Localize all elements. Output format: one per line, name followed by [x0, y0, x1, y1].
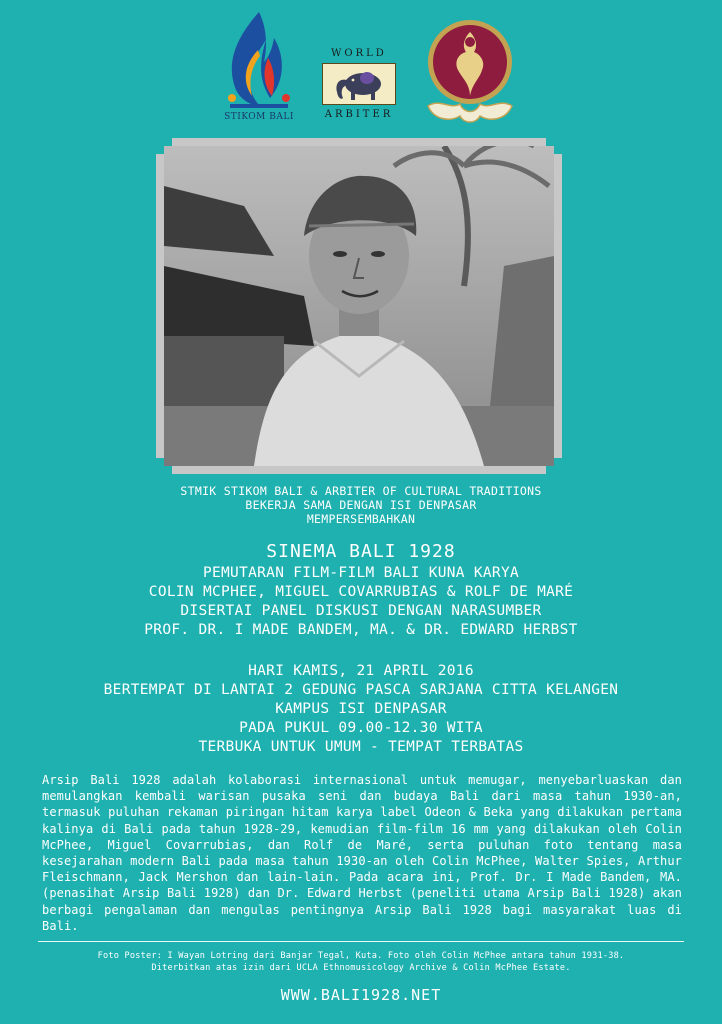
program-line: PROF. DR. I MADE BANDEM, MA. & DR. EDWARD HERBST [144, 622, 578, 638]
world-arbiter-logo [318, 48, 400, 128]
presenters-line: BEKERJA SAMA DENGAN ISI DENPASAR [245, 498, 477, 512]
stikom-bali-flame-logo-icon [214, 10, 304, 110]
schedule-line: HARI KAMIS, 21 APRIL 2016 [248, 663, 474, 679]
logo-bar [0, 8, 722, 133]
photo-credit-line: Diterbitkan atas izin dari UCLA Ethnomusicology Archive & Colin McPhee Estate. [151, 963, 571, 973]
schedule-line: KAMPUS ISI DENPASAR [275, 701, 447, 717]
program-line: DISERTAI PANEL DISKUSI DENGAN NARASUMBER [180, 603, 542, 619]
presenters-line: MEMPERSEMBAHKAN [306, 512, 416, 526]
portrait-photo-icon [164, 146, 554, 466]
website-link[interactable]: WWW.BALI1928.NET [280, 986, 442, 1004]
stikom-bali-logo [214, 10, 304, 128]
world-arbiter-top-text: WORLD [331, 48, 387, 59]
world-arbiter-elephant-logo-icon [322, 63, 396, 105]
stikom-logo-text: STIKOM BALI [224, 112, 294, 122]
isi-denpasar-logo [420, 14, 520, 130]
program-line: COLIN MCPHEE, MIGUEL COVARRUBIAS & ROLF DE MARÉ [148, 584, 574, 600]
world-arbiter-bottom-text: ARBITER [324, 109, 394, 120]
photo-credit-block [0, 950, 722, 974]
event-title: SINEMA BALI 1928 [266, 541, 456, 562]
schedule-line: TERBUKA UNTUK UMUM - TEMPAT TERBATAS [198, 739, 524, 755]
schedule-line: PADA PUKUL 09.00-12.30 WITA [239, 720, 483, 736]
program-block [0, 564, 722, 640]
presenters-line: STMIK STIKOM BALI & ARBITER OF CULTURAL TRADITIONS [180, 484, 542, 498]
schedule-line: BERTEMPAT DI LANTAI 2 GEDUNG PASCA SARJANA CITTA KELANGEN [103, 682, 619, 698]
photo-credit-line: Foto Poster: I Wayan Lotring dari Banjar Tegal, Kuta. Foto oleh Colin McPhee antara tahun 1931-38. [97, 951, 625, 961]
program-line: PEMUTARAN FILM-FILM BALI KUNA KARYA [202, 565, 520, 581]
presenters-block [0, 484, 722, 526]
schedule-block [0, 662, 722, 757]
divider [38, 941, 684, 942]
photo-frame [156, 138, 562, 474]
description-paragraph: Arsip Bali 1928 adalah kolaborasi internasional untuk memugar, menyebarluaskan dan memulangkan kembali warisan pusaka seni dan budaya Bali dari masa tahun 1930-an, termasuk puluhan rekaman piringan hitam karya label Odeon & Beka yang dilakukan pertama kalinya di Bali pada tahun 1928-29, kemudian film-film 16 mm yang dilakukan oleh Colin McPhee, Miguel Covarrubias, dan Rolf de Maré, serta puluhan foto tentang masa kesejarahan modern Bali pada masa tahun 1930-an oleh Colin McPhee, Walter Spies, Arthur Fleischmann, Jack Mershon dan lain-lain. Pada acara ini, Prof. Dr. I Made Bandem, MA. (penasihat Arsip Bali 1928) dan Dr. Edward Herbst (peneliti utama Arsip Bali 1928) akan berbagi pengalaman dan mengulas pentingnya Arsip Bali 1928 bagi masyarakat luas di Bali. [42, 773, 682, 933]
isi-denpasar-emblem-icon [420, 14, 520, 130]
